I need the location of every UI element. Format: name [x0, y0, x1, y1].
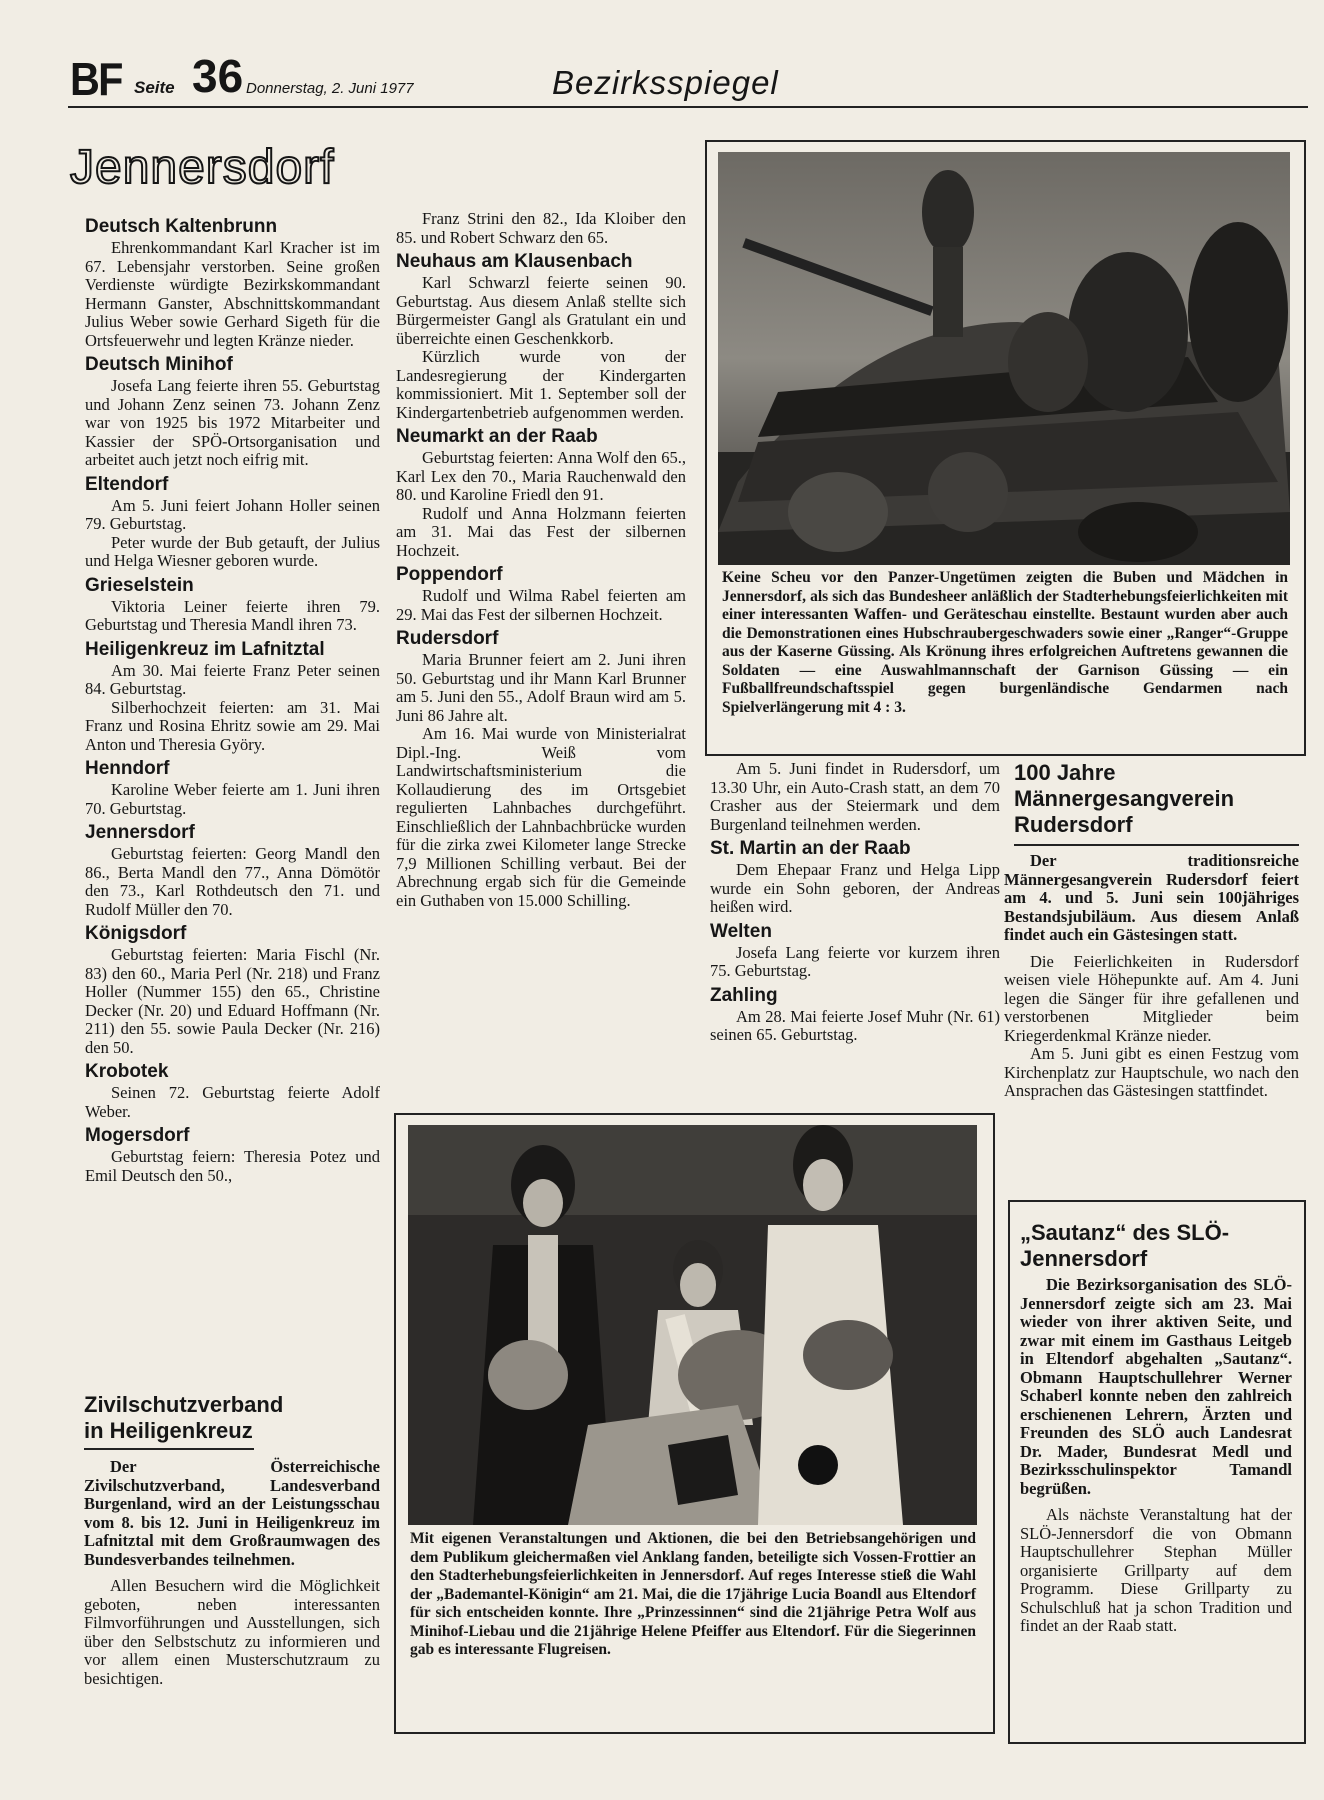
section-title: Bezirksspiegel	[552, 64, 779, 101]
news-paragraph: Am 5. Juni feiert Johann Holler seinen 79. Geburtstag.	[85, 495, 380, 533]
news-paragraph: Geburtstag feierten: Georg Mandl den 86., Berta Mandl den 77., Anna Dömötör den 73., Karl Rothdeutsch den 71. und Rudolf Müller den 70.	[85, 844, 380, 919]
column-1	[85, 212, 380, 1185]
zivil-article	[84, 1392, 380, 1688]
maenner-lead: Der traditionsreiche Männergesangverein Rudersdorf feiert am 4. und 5. Juni sein 100jähriges Bestandsjubiläum. Aus diesem Anlaß findet auch ein Gästesingen statt.	[1004, 851, 1299, 944]
place-heading: Heiligenkreuz im Lafnitztal	[85, 638, 325, 660]
place-heading: Welten	[710, 920, 772, 942]
page-label: Seite	[134, 78, 175, 97]
place-heading: Zahling	[710, 984, 778, 1006]
news-paragraph: Josefa Lang feierte ihren 55. Geburtstag und Johann Zenz seinen 73. Johann Zenz war von 1925 bis 1972 Mitarbeiter und Kassier der SPÖ-Ortsorganisation und arbeitet auch jetzt noch eifrig mit.	[85, 376, 380, 469]
sautanz-paragraph: Als nächste Veranstaltung hat der SLÖ-Jennersdorf die von Obmann Hauptschullehrer Stephan Müller organisierte Grillparty auf dem Programm. Diese Grillparty zu Schulschluß hat ja schon Tradition und findet an der Raab statt.	[1020, 1505, 1292, 1635]
news-paragraph: Kürzlich wurde von der Landesregierung der Kindergarten kommissioniert. Mit 1. September soll der Kindergartenbetrieb aufgenommen werden.	[396, 347, 686, 422]
news-paragraph: Am 28. Mai feierte Josef Muhr (Nr. 61) seinen 65. Geburtstag.	[710, 1006, 1000, 1044]
place-heading: Jennersdorf	[85, 822, 195, 843]
news-paragraph: Geburtstag feierten: Maria Fischl (Nr. 83) den 60., Maria Perl (Nr. 218) und Franz Holler (Nummer 155) den 65., Christine Decker (Nr. 20) und Eduard Hoffmann (Nr. 211) den 55. sowie Paula Decker (Nr. 216) den 50.	[85, 945, 380, 1057]
place-heading: Deutsch Kaltenbrunn	[85, 216, 278, 237]
region-title: Jennersdorf	[70, 141, 335, 194]
sautanz-title: „Sautanz“ des SLÖ-Jennersdorf	[1020, 1220, 1230, 1271]
sautanz-lead: Die Bezirksorganisation des SLÖ-Jennersdorf zeigte sich am 23. Mai wieder von ihrer aktiven Seite, und zwar mit einem im Gasthaus Leitgeb in Eltendorf abgehalten „Sautanz“. Obmann Hauptschullehrer Werner Schaberl konnte neben den zahlreich erschienenen Lehrern, Ärzten und Freunden des SLÖ auch Landesrat Dr. Mader, Bundesrat Medl und Bezirksschulinspektor Tamandl begrüßen.	[1020, 1275, 1292, 1498]
queen-photo-caption	[410, 1530, 976, 1660]
place-heading: Neuhaus am Klausenbach	[396, 251, 633, 272]
place-heading: Grieselstein	[85, 574, 194, 596]
place-heading: Krobotek	[85, 1061, 169, 1082]
news-paragraph: Dem Ehepaar Franz und Helga Lipp wurde ein Sohn geboren, der Andreas heißen wird.	[710, 860, 1000, 916]
news-paragraph: Geburtstag feiern: Theresia Potez und Emil Deutsch den 50.,	[85, 1147, 380, 1185]
place-heading: St. Martin an der Raab	[710, 838, 911, 859]
tank-caption-text: Keine Scheu vor den Panzer-Ungetümen zeigten die Buben und Mädchen in Jennersdorf, als sich das Bundesheer anläßlich der Stadterhebungsfeierlichkeiten mit einer interessanten Waffen- und Geräteschau einstellte. Bestaunt wurden aber auch die Demonstrationen eines Hubschraubergeschwaders sowie einer „Ranger“-Gruppe aus der Kaserne Güssing. Als Krönung ihres erfolgreichen Auftretens gewannen die Soldaten — eine Auswahlmannschaft der Garnison Güssing — ein Fußballfreundschaftsspiel gegen burgenländische Gendarmen nach Spielverlängerung mit 4 : 3.	[722, 569, 1288, 716]
zivil-title: Zivilschutzverband in Heiligenkreuz	[84, 1392, 254, 1450]
news-paragraph: Maria Brunner feiert am 2. Juni ihren 50. Geburtstag und ihr Mann Karl Brunner am 5. Juni den 55., Adolf Braun wird am 5. Juni 86 Jahre alt.	[396, 650, 686, 725]
news-paragraph: Rudolf und Anna Holzmann feierten am 31. Mai das Fest der silbernen Hochzeit.	[396, 503, 686, 560]
news-paragraph: Viktoria Leiner feierte ihren 79. Geburtstag und Theresia Mandl ihren 73.	[85, 596, 380, 634]
zivil-lead: Der Österreichische Zivilschutzverband, Landesverband Burgenland, wird an der Leistungsschau vom 8. bis 12. Juni in Heiligenkreuz im Lafnitztal mit dem Großraumwagen des Bundesverbandes teilnehmen.	[84, 1457, 380, 1569]
masthead-date: Donnerstag, 2. Juni 1977	[246, 80, 414, 97]
maenner-paragraph: Die Feierlichkeiten in Rudersdorf weisen viele Höhepunkte auf. Am 4. Juni legen die Sänger für ihre gefallenen und verstorbenen Mitglieder beim Kriegerdenkmal Kränze nieder.	[1004, 951, 1299, 1045]
place-heading: Rudersdorf	[396, 628, 499, 649]
masthead-logo: BF	[70, 53, 122, 105]
place-heading: Deutsch Minihof	[85, 354, 233, 375]
maenner-article	[1004, 760, 1299, 1101]
sautanz-article	[1020, 1220, 1292, 1636]
news-paragraph: Seinen 72. Geburtstag feierte Adolf Weber.	[85, 1083, 380, 1121]
column-3	[710, 760, 1000, 1045]
news-paragraph: Ehrenkommandant Karl Kracher ist im 67. Lebensjahr verstorben. Seine großen Verdienste würdigte Bezirkskommandant Hermann Ganster, Abschnittskommandant Julius Weber sowie Gerhard Sigeth für die Ortsfeuerwehr und legten Kränze nieder.	[85, 238, 380, 350]
queen-caption-text: Mit eigenen Veranstaltungen und Aktionen, die bei den Betriebsangehörigen und dem Publikum gleichermaßen viel Anklang fanden, beteiligte sich Vossen-Frottier an den Stadterhebungsfeierlichkeiten in Jennersdorf. Auf reges Interesse stieß die Wahl der „Bademantel-Königin“ am 21. Mai, die die 17jährige Lucia Boandl aus Eltendorf für sich entscheiden konnte. Ihre „Prinzessinnen“ sind die 21jährige Petra Wolf aus Minihof-Liebau und die 21jährige Helene Pfeiffer aus Eltendorf. Für die Siegerinnen gab es interessante Flugreisen.	[410, 1530, 976, 1658]
news-paragraph: Karl Schwarzl feierte seinen 90. Geburtstag. Aus diesem Anlaß stellte sich Bürgermeister Gangl als Gratulant ein und überreichte einen Geschenkkorb.	[396, 273, 686, 348]
tank-photo	[718, 152, 1290, 565]
place-heading: Mogersdorf	[85, 1125, 190, 1146]
news-paragraph: Rudolf und Wilma Rabel feierten am 29. Mai das Fest der silbernen Hochzeit.	[396, 586, 686, 624]
place-heading: Königsdorf	[85, 923, 187, 944]
news-paragraph: Franz Strini den 82., Ida Kloiber den 85. und Robert Schwarz den 65.	[396, 209, 686, 247]
place-heading: Henndorf	[85, 758, 170, 779]
place-heading: Poppendorf	[396, 564, 503, 585]
news-paragraph: Am 5. Juni findet in Rudersdorf, um 13.30 Uhr, ein Auto-Crash statt, an dem 70 Crasher aus der Steiermark und dem Burgenland teilnehmen werden.	[710, 759, 1000, 834]
news-paragraph: Silberhochzeit feierten: am 31. Mai Franz und Rosina Ehritz sowie am 29. Mai Anton und Theresia Györy.	[85, 697, 380, 754]
maenner-paragraph: Am 5. Juni gibt es einen Festzug vom Kirchenplatz zur Hauptschule, wo nach den Ansprachen das Gästesingen stattfindet.	[1004, 1044, 1299, 1100]
news-paragraph: Peter wurde der Bub getauft, der Julius und Helga Wiesner geboren wurde.	[85, 532, 380, 570]
zivil-paragraph: Allen Besuchern wird die Möglichkeit geboten, neben interessanten Filmvorführungen und Ausstellungen, sich über den Selbstschutz zu informieren und vor allem einen Musterschutzraum zu besichtigen.	[84, 1576, 380, 1688]
news-paragraph: Geburtstag feierten: Anna Wolf den 65., Karl Lex den 70., Maria Rauchenwald den 80. und Karoline Friedl den 91.	[396, 448, 686, 504]
column-2	[396, 210, 686, 910]
news-paragraph: Am 30. Mai feierte Franz Peter seinen 84. Geburtstag.	[85, 660, 380, 698]
place-heading: Eltendorf	[85, 473, 169, 495]
queen-photo	[408, 1125, 977, 1525]
tank-photo-caption	[722, 569, 1288, 717]
news-paragraph: Am 16. Mai wurde von Ministerialrat Dipl.-Ing. Weiß vom Landwirtschaftsministerium die Kollaudierung des im Ortsgebiet regulierten Lahnbaches durchgeführt. Einschließlich der Lahnbachbrücke wurden für die zirka zwei Kilometer lange Strecke 7,9 Millionen Schilling verbaut. Bei der Abrechnung ergab sich für die Gemeinde ein Guthaben von 15.000 Schilling.	[396, 724, 686, 910]
masthead-rule	[68, 106, 1308, 108]
news-paragraph: Josefa Lang feierte vor kurzem ihren 75. Geburtstag.	[710, 942, 1000, 980]
news-paragraph: Karoline Weber feierte am 1. Juni ihren 70. Geburtstag.	[85, 780, 380, 818]
page-number: 36	[192, 50, 244, 102]
maenner-title: 100 Jahre Männergesangverein Rudersdorf	[1014, 760, 1299, 846]
place-heading: Neumarkt an der Raab	[396, 426, 598, 447]
